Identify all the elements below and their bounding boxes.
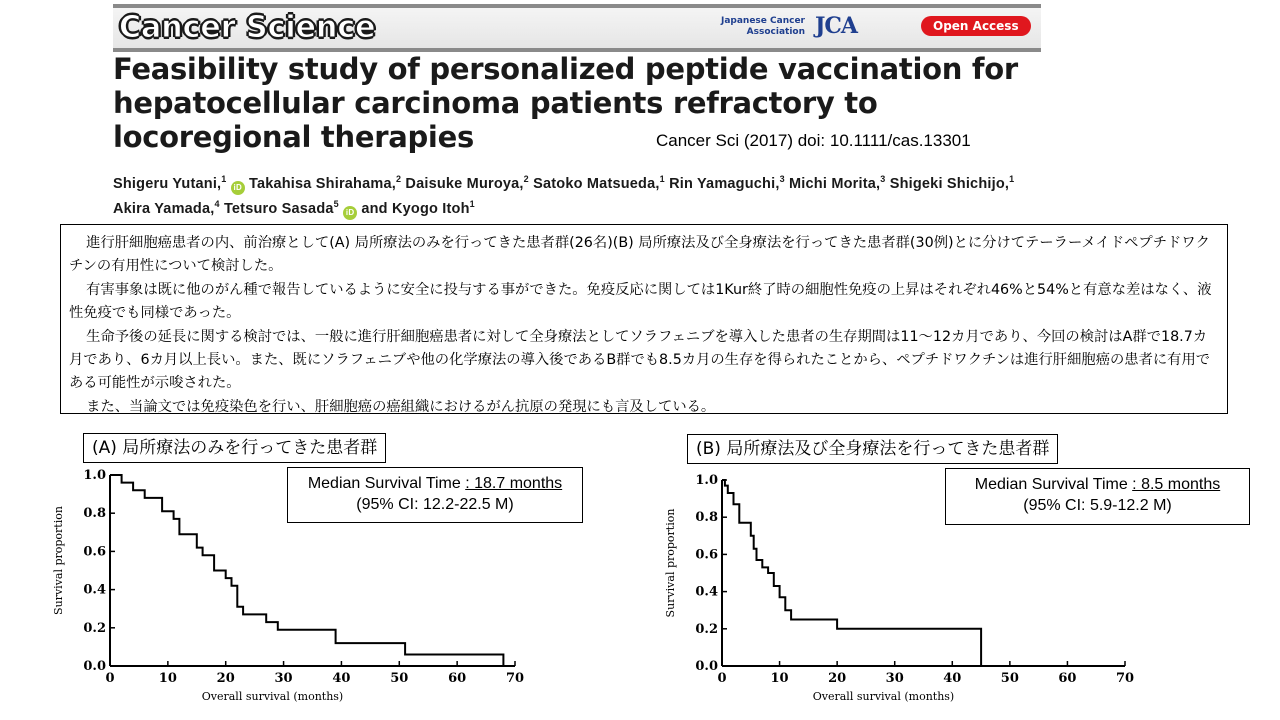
y-axis-label: Survival proportion — [52, 506, 65, 615]
ms-value: : 18.7 months — [465, 475, 563, 492]
median-survival-box-b — [945, 468, 1250, 525]
jca-logo: JCA — [815, 13, 857, 39]
author: Tetsuro Sasada$^5$ — [223, 198, 339, 217]
x-tick-label: 60 — [1058, 671, 1077, 686]
x-tick-label: 10 — [770, 671, 789, 686]
x-tick-label: 70 — [505, 671, 525, 686]
y-tick-label: 0.4 — [695, 584, 718, 600]
summary-paragraph: 生命予後の延長に関する検討では、一般に進行肝細胞癌患者に対して全身療法としてソラフェニブを導入した患者の生存期間は11～12カ月であり、今回の検討はA群で18.7カ月であり、6カ月以上長い。また、既にソラフェニブや他の化学療法の導入後であるB群でも8.5カ月の生存を得られたことから、ペプチドワクチンは進行肝細胞癌の患者に有用である可能性が示唆された。 — [69, 328, 1211, 392]
panel-a-heading: (A) 局所療法のみを行ってきた患者群 — [83, 433, 386, 463]
y-tick-label: 0.6 — [695, 547, 718, 563]
author: Satoko Matsueda,$^1$ — [533, 174, 665, 192]
x-tick-label: 30 — [274, 671, 293, 686]
x-tick-label: 0 — [717, 671, 727, 686]
journal-banner — [113, 4, 1041, 52]
author: Shigeru Yutani,$^1$ — [113, 174, 227, 192]
y-tick-label: 0.0 — [695, 659, 718, 674]
ms-ci: (95% CI: 5.9-12.2 M) — [1023, 497, 1172, 514]
author: Shigeki Shichijo,$^1$ — [889, 174, 1015, 192]
x-tick-label: 40 — [943, 671, 962, 686]
y-tick-label: 0.8 — [83, 506, 106, 522]
author: and Kyogo Itoh$^1$ — [361, 198, 475, 217]
x-tick-label: 60 — [448, 671, 467, 686]
ms-label: Median Survival Time — [974, 476, 1133, 493]
orcid-icon: iD — [231, 181, 245, 195]
ms-ci: (95% CI: 12.2-22.5 M) — [356, 496, 514, 513]
y-tick-label: 1.0 — [695, 473, 718, 488]
author: Akira Yamada,$^4$ — [113, 198, 220, 217]
summary-paragraph: 有害事象は既に他のがん種で報告しているように安全に投与する事ができた。免疫反応に関しては1Kur終了時の細胞性免疫の上昇はそれぞれ46%と54%と有意な差はなく、液性免疫でも同様であった。 — [69, 281, 1212, 322]
x-tick-label: 10 — [158, 671, 177, 686]
survival-curve — [722, 480, 981, 666]
summary-box — [60, 224, 1228, 414]
x-tick-label: 40 — [332, 671, 351, 686]
association-name: Japanese Cancer Association — [720, 16, 805, 37]
y-tick-label: 0.2 — [83, 620, 106, 636]
x-tick-label: 30 — [885, 671, 904, 686]
author: Michi Morita,$^3$ — [789, 174, 886, 192]
x-tick-label: 20 — [216, 671, 235, 686]
summary-paragraph: 進行肝細胞癌患者の内、前治療として(A) 局所療法のみを行ってきた患者群(26名)(B) 局所療法及び全身療法を行ってきた患者群(30例)とに分けてテーラーメイドペプチドワクチンの有用性について検討した。 — [69, 235, 1210, 275]
summary-paragraph: また、当論文では免疫染色を行い、肝細胞癌の癌組織におけるがん抗原の発現にも言及している。 — [86, 398, 716, 415]
author: Daisuke Muroya,$^2$ — [405, 174, 529, 192]
author: Takahisa Shirahama,$^2$ — [248, 174, 402, 192]
author-list — [113, 170, 1053, 220]
y-tick-label: 1.0 — [83, 468, 106, 483]
y-tick-label: 0.6 — [83, 544, 106, 560]
x-tick-label: 50 — [390, 671, 409, 686]
x-tick-label: 50 — [1000, 671, 1019, 686]
median-survival-box-a — [287, 467, 583, 523]
x-axis-label: Overall survival (months) — [201, 690, 344, 703]
open-access-badge: Open Access — [921, 16, 1031, 36]
x-tick-label: 0 — [105, 671, 115, 686]
panel-b-heading: (B) 局所療法及び全身療法を行ってきた患者群 — [687, 434, 1058, 464]
y-tick-label: 0.4 — [83, 582, 106, 598]
journal-name: Cancer Science — [119, 10, 376, 45]
citation: Cancer Sci (2017) doi: 10.1111/cas.13301 — [656, 131, 971, 150]
ms-label: Median Survival Time — [307, 475, 466, 492]
x-tick-label: 20 — [828, 671, 847, 686]
x-axis-label: Overall survival (months) — [812, 690, 955, 703]
y-tick-label: 0.8 — [695, 510, 718, 526]
author: Rin Yamaguchi,$^3$ — [669, 174, 785, 192]
paper-title: Feasibility study of personalized peptide vaccination for hepatocellular carcinoma patients refractory to locoregional therapies — [113, 52, 1018, 154]
orcid-icon: iD — [343, 206, 357, 220]
ms-value: : 8.5 months — [1132, 476, 1221, 493]
y-tick-label: 0.2 — [695, 621, 718, 637]
x-tick-label: 70 — [1115, 671, 1135, 686]
y-tick-label: 0.0 — [83, 659, 106, 674]
y-axis-label: Survival proportion — [664, 508, 677, 618]
